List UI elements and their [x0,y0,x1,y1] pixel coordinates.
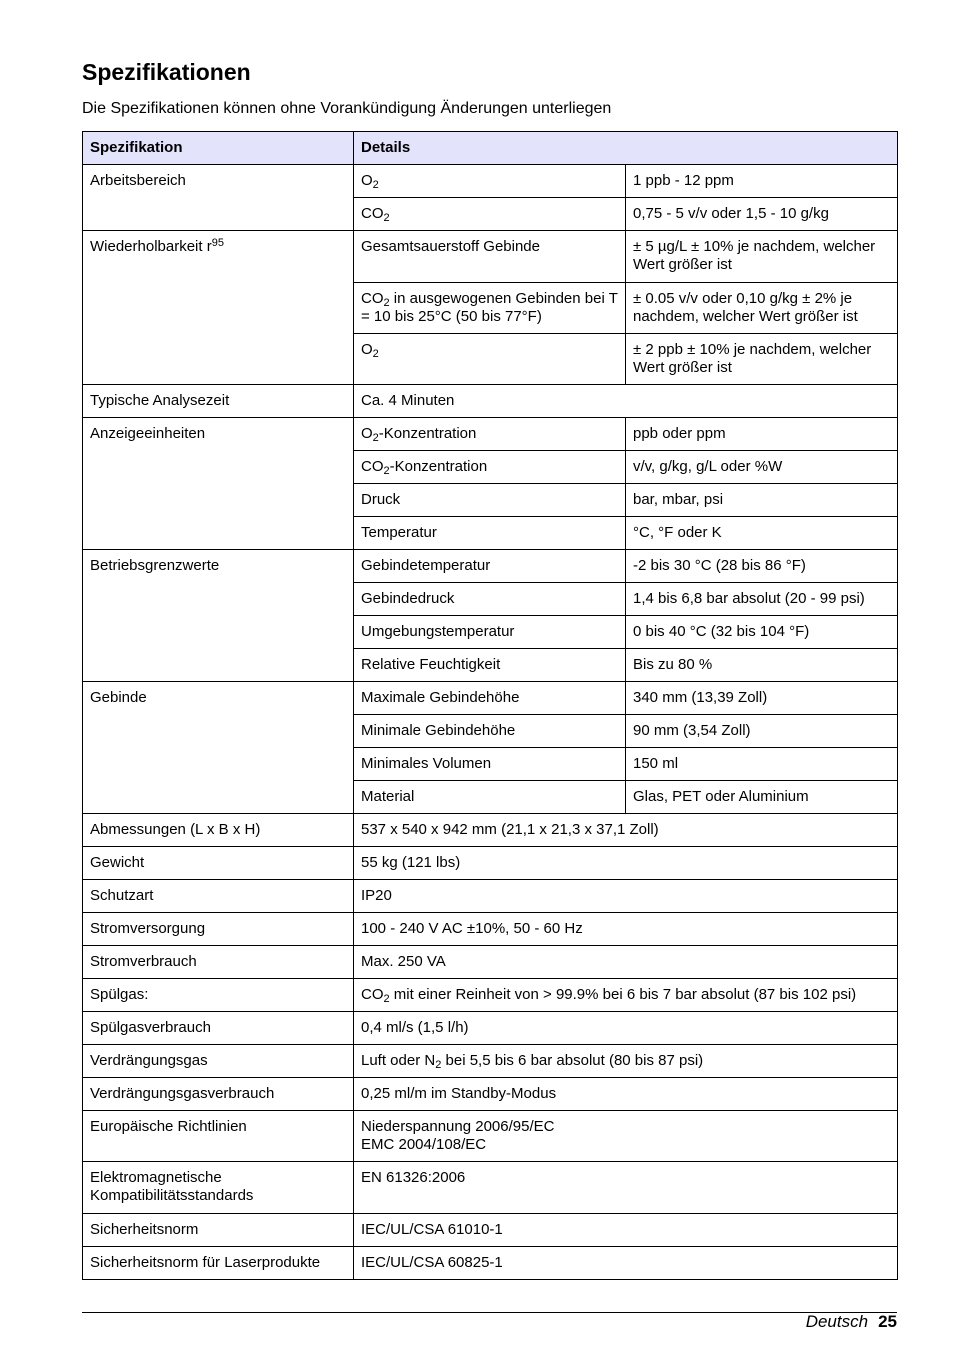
row-label: Verdrängungsgasverbrauch [83,1078,354,1111]
intro-text: Die Spezifikationen können ohne Vorankündigung Änderungen unterliegen [82,100,612,117]
cell-value: $CO_2$ mit einer Reinheit von > 99.9% bei 6 bis 7 bar absolut (87 bis 102 psi) [354,979,898,1012]
row-label: Verdrängungsgas [83,1045,354,1078]
table-row [83,1045,898,1078]
table-row [83,946,898,979]
cell-value: ± 5 µg/L ± 10% je nachdem, welcher Wert größer ist [626,231,898,283]
cell-value: Niederspannung 2006/95/EC EMC 2004/108/EC [354,1111,898,1162]
cell-value: Luft oder $N_2$ bei 5,5 bis 6 bar absolut (80 bis 87 psi) [354,1045,898,1078]
row-label: Abmessungen (L x B x H) [83,814,354,847]
cell-value: Ca. 4 Minuten [354,385,898,418]
table-row [83,231,898,283]
table-row [83,880,898,913]
sub-label: Gebindedruck [354,583,626,616]
table-row [83,979,898,1012]
sub-label: Minimales Volumen [354,748,626,781]
cell-value: Max. 250 VA [354,946,898,979]
cell-value: ± 2 ppb ± 10% je nachdem, welcher Wert größer ist [626,334,898,385]
cell-value: 0,25 ml/m im Standby-Modus [354,1078,898,1111]
cell-value: 1 ppb - 12 ppm [626,165,898,198]
table-row [83,1247,898,1280]
sub-label: Druck [354,484,626,517]
table-row [83,847,898,880]
sub-label: $CO_2$ [354,198,626,231]
row-label: Sicherheitsnorm für Laserprodukte [83,1247,354,1280]
table-row [83,1012,898,1045]
header-spec: Spezifikation [83,132,354,165]
sub-label: $O_2$ [354,165,626,198]
row-label: Stromversorgung [83,913,354,946]
row-label: Spülgas: [83,979,354,1012]
cell-value: 55 kg (121 lbs) [354,847,898,880]
cell-value: bar, mbar, psi [626,484,898,517]
table-row [83,913,898,946]
page-number: 25 [878,1312,897,1331]
table-row [83,814,898,847]
cell-value: 0,75 - 5 v/v oder 1,5 - 10 g/kg [626,198,898,231]
cell-value: °C, °F oder K [626,517,898,550]
spec-table [82,131,898,1280]
sub-label: $CO_2$ in ausgewogenen Gebinden bei T = 10 bis 25°C (50 bis 77°F) [354,283,626,334]
sub-label: Material [354,781,626,814]
cell-value: v/v, g/kg, g/L oder %W [626,451,898,484]
table-row [83,1214,898,1247]
sub-label: Minimale Gebindehöhe [354,715,626,748]
table-row [83,550,898,583]
cell-value: EN 61326:2006 [354,1162,898,1214]
row-label: Arbeitsbereich [83,165,354,231]
table-row [83,682,898,715]
table-row [83,165,898,198]
sub-label: Gebindetemperatur [354,550,626,583]
row-label: Betriebsgrenzwerte [83,550,354,682]
row-label: Sicherheitsnorm [83,1214,354,1247]
row-label: Elektromagnetische Kompatibilitätsstandards [83,1162,354,1214]
sub-label: Maximale Gebindehöhe [354,682,626,715]
page-footer [806,1311,897,1333]
table-row [83,1162,898,1214]
sub-label: Temperatur [354,517,626,550]
row-label: Spülgasverbrauch [83,1012,354,1045]
cell-value: 90 mm (3,54 Zoll) [626,715,898,748]
sub-label: Umgebungstemperatur [354,616,626,649]
table-row [83,1111,898,1162]
cell-value: 1,4 bis 6,8 bar absolut (20 - 99 psi) [626,583,898,616]
page-title: Spezifikationen [82,59,251,85]
cell-value: -2 bis 30 °C (28 bis 86 °F) [626,550,898,583]
cell-value: 100 - 240 V AC ±10%, 50 - 60 Hz [354,913,898,946]
table-header-row [83,132,898,165]
row-label: Anzeigeeinheiten [83,418,354,550]
sub-label: $O_2$ [354,334,626,385]
cell-value: 537 x 540 x 942 mm (21,1 x 21,3 x 37,1 Zoll) [354,814,898,847]
cell-value: 0,4 ml/s (1,5 l/h) [354,1012,898,1045]
row-label: Schutzart [83,880,354,913]
sub-label: $O_2$-Konzentration [354,418,626,451]
sub-label: Gesamtsauerstoff Gebinde [354,231,626,283]
table-row [83,418,898,451]
footer-divider [82,1312,897,1313]
cell-value: IEC/UL/CSA 61010-1 [354,1214,898,1247]
row-label: Gewicht [83,847,354,880]
cell-value: ± 0.05 v/v oder 0,10 g/kg ± 2% je nachdem, welcher Wert größer ist [626,283,898,334]
cell-value: 150 ml [626,748,898,781]
footer-language: Deutsch [805,1312,869,1331]
sub-label: Relative Feuchtigkeit [354,649,626,682]
cell-value: ppb oder ppm [626,418,898,451]
row-label: Europäische Richtlinien [83,1111,354,1162]
header-details: Details [354,132,898,165]
cell-value: 340 mm (13,39 Zoll) [626,682,898,715]
row-label: Wiederholbarkeit $r^{95}$ [83,231,354,385]
cell-value: IEC/UL/CSA 60825-1 [354,1247,898,1280]
row-label: Stromverbrauch [83,946,354,979]
cell-value: 0 bis 40 °C (32 bis 104 °F) [626,616,898,649]
table-row [83,385,898,418]
sub-label: $CO_2$-Konzentration [354,451,626,484]
row-label: Typische Analysezeit [83,385,354,418]
cell-value: Glas, PET oder Aluminium [626,781,898,814]
cell-value: Bis zu 80 % [626,649,898,682]
cell-value: IP20 [354,880,898,913]
table-row [83,1078,898,1111]
row-label: Gebinde [83,682,354,814]
